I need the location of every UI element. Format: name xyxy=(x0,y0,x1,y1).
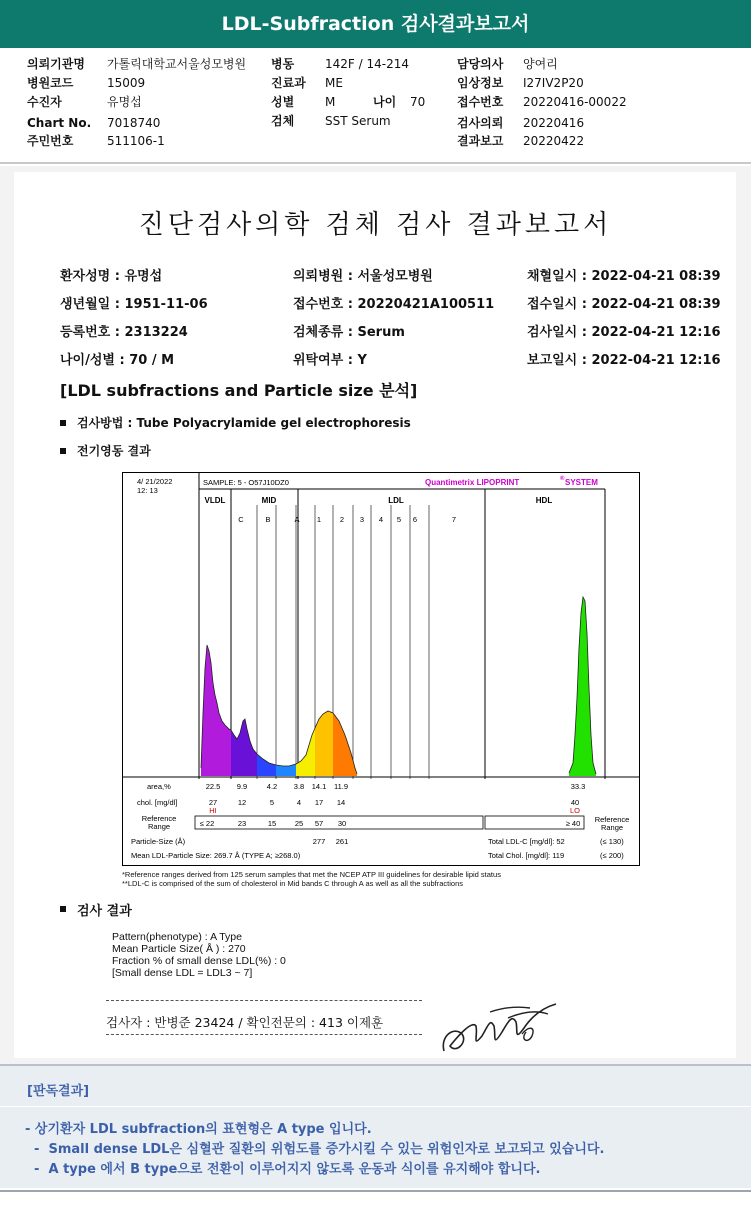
meta-value: 20220416-00022 xyxy=(523,95,627,109)
ref-label: Reference xyxy=(141,814,177,823)
age-sex: 나이/성별 : 70 / M xyxy=(60,353,175,368)
meta-value: 20220422 xyxy=(523,134,585,148)
group-label-vldl: VLDL xyxy=(204,496,226,505)
meta-key: 검사의뢰 xyxy=(457,116,504,130)
chart-sample: SAMPLE: 5 - O57J10DZ0 xyxy=(203,478,289,487)
birth-date: 생년월일 : 1951-11-06 xyxy=(60,297,208,312)
registration-number: 등록번호 : 2313224 xyxy=(60,325,188,340)
lipoprint-chart xyxy=(122,472,640,866)
chart-brand: SYSTEM xyxy=(565,478,598,487)
ldl2-area xyxy=(315,711,333,776)
mid-c-area xyxy=(231,719,257,776)
meta-value: 15009 xyxy=(107,76,146,90)
chol-value: 14 xyxy=(336,798,346,807)
area-value: 33.3 xyxy=(570,782,586,791)
band-label: 3 xyxy=(359,515,365,524)
chart-brand-symbol: ® xyxy=(560,476,565,482)
area-value: 14.1 xyxy=(311,782,327,791)
chart-brand: Quantimetrix LIPOPRINT xyxy=(425,478,520,487)
area-value: 11.9 xyxy=(333,782,349,791)
meta-key: 결과보고 xyxy=(457,134,504,148)
meta-key: Chart No. xyxy=(27,116,92,130)
bullet-icon xyxy=(60,906,66,912)
chol-label: chol. [mg/dl] xyxy=(137,798,178,807)
total-chol: Total Chol. [mg/dl]: 119 xyxy=(488,851,565,860)
meta-key: 담당의사 xyxy=(457,57,504,71)
interpretation-line: - A type 에서 B type으로 전환이 이루어지지 않도록 운동과 식이를 유지해야 합니다. xyxy=(25,1162,541,1177)
test-time: 검사일시 : 2022-04-21 12:16 xyxy=(527,325,721,340)
chol-value: 27 xyxy=(208,798,218,807)
footnote: **LDL-C is comprised of the sum of cholesterol in Mid bands C through A as well as all the subfractions xyxy=(122,879,464,888)
meta-key: 나이 xyxy=(373,95,397,109)
band-label: 1 xyxy=(316,515,322,524)
ref-value: 23 xyxy=(237,819,247,828)
report-title: 진단검사의학 검체 검사 결과보고서 xyxy=(138,210,613,240)
particle-size-value: 261 xyxy=(335,837,349,846)
total-ldl-c: Total LDL-C [mg/dl]: 52 xyxy=(488,837,565,846)
result-mean-size: Mean Particle Size( Å ) : 270 xyxy=(112,943,246,955)
ref-value: ≥ 40 xyxy=(565,819,581,828)
area-value: 4.2 xyxy=(266,782,278,791)
meta-value: 20220416 xyxy=(523,116,585,130)
group-label-hdl: HDL xyxy=(535,496,553,505)
result-pattern: Pattern(phenotype) : A Type xyxy=(112,931,242,943)
meta-value: 511106-1 xyxy=(107,134,165,148)
meta-value: 70 xyxy=(410,95,426,109)
meta-value: M xyxy=(325,95,336,109)
meta-key: 진료과 xyxy=(271,76,306,90)
chart-date: 4/ 21/2022 xyxy=(137,477,173,486)
received-time: 접수일시 : 2022-04-21 08:39 xyxy=(527,297,721,312)
signature-line: 검사자 : 반병준 23424 / 확인전문의 : 413 이제훈 xyxy=(106,1015,384,1030)
patient-name: 환자성명 : 유명섭 xyxy=(60,269,163,284)
meta-key: 주민번호 xyxy=(27,134,74,148)
total-chol-ref: (≤ 200) xyxy=(600,851,624,860)
band-label: B xyxy=(265,515,271,524)
requesting-hospital: 의뢰병원 : 서울성모병원 xyxy=(293,269,433,284)
divider xyxy=(0,1106,751,1107)
bullet-icon xyxy=(60,448,66,454)
electrophoresis-heading: 전기영동 결과 xyxy=(77,444,151,458)
interpretation-line: - Small dense LDL은 심혈관 질환의 위험도를 증가시킬 수 있는 위험인자로 보고되고 있습니다. xyxy=(25,1142,605,1157)
outsourced-flag: 위탁여부 : Y xyxy=(293,353,367,368)
divider xyxy=(106,1000,422,1001)
meta-value: 142F / 14-214 xyxy=(325,57,409,71)
chol-value: 17 xyxy=(314,798,324,807)
total-ldl-ref: (≤ 130) xyxy=(600,837,624,846)
group-label-mid: MID xyxy=(261,496,277,505)
meta-key: 성별 xyxy=(271,95,295,109)
band-label: 5 xyxy=(396,515,402,524)
band-label: 6 xyxy=(412,515,418,524)
area-label: area,% xyxy=(147,782,171,791)
particle-size-value: 277 xyxy=(312,837,326,846)
interpretation-title: [판독결과] xyxy=(27,1084,90,1099)
meta-key: 임상정보 xyxy=(457,76,504,90)
group-label-ldl: LDL xyxy=(388,496,404,505)
ref-label: Range xyxy=(600,823,624,832)
specimen-type: 검체종류 : Serum xyxy=(293,325,405,340)
area-value: 3.8 xyxy=(293,782,305,791)
report-header: LDL-Subfraction 검사결과보고서 xyxy=(0,0,751,48)
ref-label: Reference xyxy=(594,815,630,824)
particle-size-label: Particle-Size (Å) xyxy=(131,837,186,846)
lipoprint-svg xyxy=(123,473,639,865)
report-time: 보고일시 : 2022-04-21 12:16 xyxy=(527,353,721,368)
mid-b-area xyxy=(257,754,276,776)
divider xyxy=(106,1034,422,1035)
chol-value: 12 xyxy=(237,798,247,807)
meta-value: ME xyxy=(325,76,343,90)
flag-hi: HI xyxy=(209,806,217,815)
result-sdldl-fraction: Fraction % of small dense LDL(%) : 0 xyxy=(112,955,286,967)
ref-value: 25 xyxy=(294,819,304,828)
test-method: 검사방법 : Tube Polyacrylamide gel electrophoresis xyxy=(77,416,411,430)
band-label: 2 xyxy=(339,515,345,524)
chol-value: 5 xyxy=(269,798,275,807)
ref-label: Range xyxy=(147,822,171,831)
meta-key: 의뢰기관명 xyxy=(27,57,85,71)
meta-key: 검체 xyxy=(271,114,295,128)
divider xyxy=(0,1190,751,1192)
band-label: C xyxy=(238,515,244,524)
meta-key: 수진자 xyxy=(27,95,62,109)
meta-value: 가톨릭대학교서울성모병원 xyxy=(107,57,247,71)
band-label: A xyxy=(294,515,300,524)
ldl3-area xyxy=(333,713,357,776)
ref-value: 30 xyxy=(337,819,347,828)
flag-lo: LO xyxy=(569,806,581,815)
request-info xyxy=(0,55,751,155)
meta-value: SST Serum xyxy=(325,114,391,128)
result-heading: 검사 결과 xyxy=(77,904,132,919)
footnote: *Reference ranges derived from 125 serum samples that met the NCEP ATP III guidelines for desirable lipid status xyxy=(122,870,501,879)
band-label: 4 xyxy=(378,515,384,524)
meta-key: 병동 xyxy=(271,57,295,71)
divider xyxy=(0,162,751,164)
collection-time: 채혈일시 : 2022-04-21 08:39 xyxy=(527,269,721,284)
chart-time: 12: 13 xyxy=(137,486,158,495)
meta-key: 접수번호 xyxy=(457,95,504,109)
bullet-icon xyxy=(60,420,66,426)
meta-key: 병원코드 xyxy=(27,76,74,90)
mean-particle-size: Mean LDL-Particle Size: 269.7 Å (TYPE A; ≥268.0) xyxy=(131,851,301,860)
chol-value: 4 xyxy=(296,798,302,807)
result-sdldl-definition: [Small dense LDL = LDL3 ~ 7] xyxy=(112,967,253,979)
meta-value: I27IV2P20 xyxy=(523,76,584,90)
meta-value: 7018740 xyxy=(107,116,161,130)
meta-value: 양여리 xyxy=(523,57,558,71)
band-label: 7 xyxy=(451,515,457,524)
ref-value: 57 xyxy=(314,819,324,828)
chol-value: 40 xyxy=(570,798,580,807)
interpretation-line: - 상기환자 LDL subfraction의 표현형은 A type 입니다. xyxy=(25,1122,372,1137)
section-title: [LDL subfractions and Particle size 분석] xyxy=(60,381,418,400)
area-value: 22.5 xyxy=(205,782,221,791)
handwritten-signature xyxy=(432,996,562,1060)
accession-number: 접수번호 : 20220421A100511 xyxy=(293,297,495,312)
area-value: 9.9 xyxy=(236,782,248,791)
ref-value: ≤ 22 xyxy=(199,819,215,828)
meta-value: 유명섭 xyxy=(107,95,142,109)
ref-value: 15 xyxy=(267,819,277,828)
